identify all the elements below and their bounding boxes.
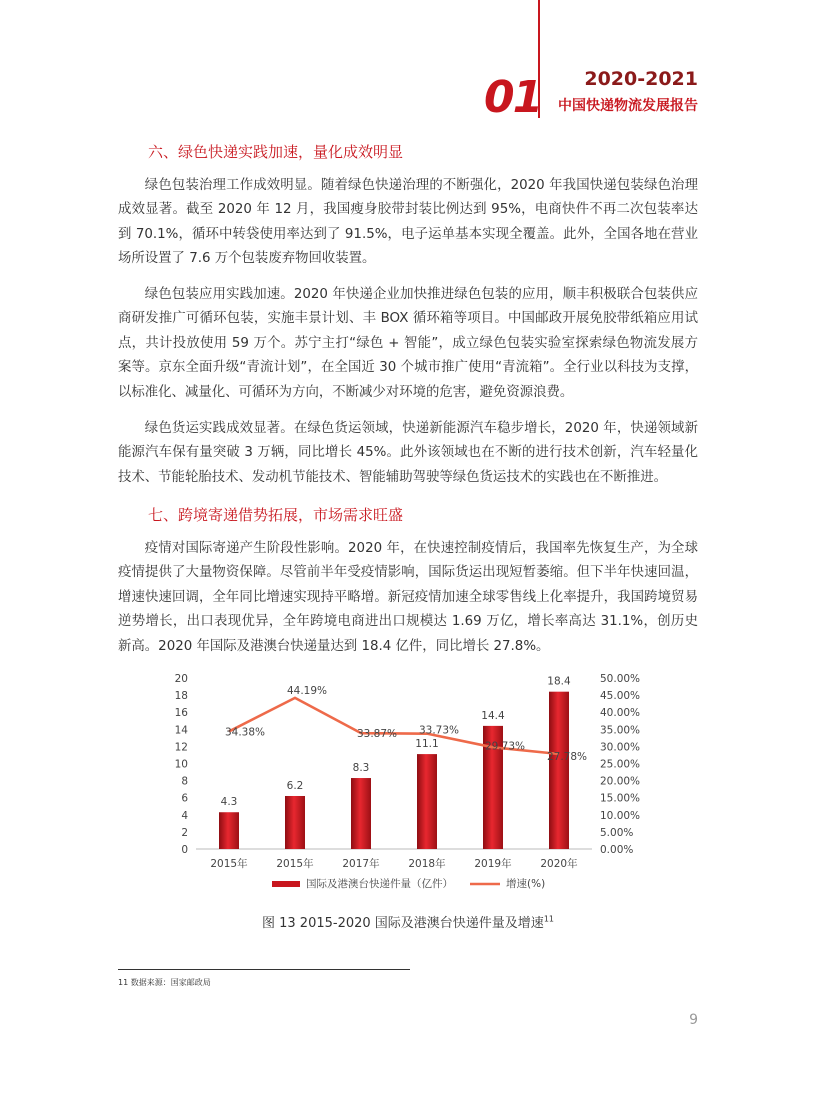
bar-value-label: 18.4 <box>547 675 571 688</box>
y-left-tick-label: 16 <box>174 707 188 720</box>
paragraph: 疫情对国际寄递产生阶段性影响。2020 年，在快速控制疫情后，我国率先恢复生产，为全球疫情提供了大量物资保障。尽管前半年受疫情影响，国际货运出现短暂萎缩。但下半年快速回温，增速快速回调，全年同比增速实现持平略增。新冠疫情加速全球零售线上化率提升，我国跨境贸易逆势增长，出口表现优异，全年跨境电商进出口规模达 1.69 万亿，增长率高达 31.1%，创历史新高。2020 年国际及港澳台快递量达到 18.4 亿件，同比增长 27.8%。 <box>118 541 698 654</box>
y-left-tick-label: 10 <box>174 758 188 771</box>
y-left-tick-label: 6 <box>181 792 188 805</box>
bar <box>219 812 239 849</box>
y-left-tick-label: 14 <box>174 724 188 737</box>
y-left-tick-label: 8 <box>181 775 188 788</box>
report-title: 中国快递物流发展报告 <box>558 98 698 114</box>
x-tick-label: 2015年 <box>210 858 248 870</box>
y-right-tick-label: 20.00% <box>600 775 641 788</box>
y-left-tick-label: 18 <box>174 690 188 703</box>
bar-value-label: 14.4 <box>481 709 505 722</box>
legend-bar-label: 国际及港澳台快递件量（亿件） <box>306 878 453 890</box>
figure-caption-text: 图 13 2015-2020 国际及港澳台快递件量及增速 <box>262 916 544 931</box>
y-right-tick-label: 10.00% <box>600 809 641 822</box>
footnote-divider <box>118 969 410 970</box>
y-left-tick-label: 20 <box>174 673 188 685</box>
line-value-label: 44.19% <box>286 684 328 697</box>
y-right-tick-label: 15.00% <box>600 792 641 805</box>
y-right-tick-label: 5.00% <box>600 826 634 839</box>
x-tick-label: 2019年 <box>474 858 512 870</box>
figure-caption <box>0 912 816 931</box>
bar <box>285 796 305 849</box>
x-tick-label: 2017年 <box>342 858 380 870</box>
y-left-tick-label: 2 <box>181 826 188 839</box>
y-left-tick-label: 0 <box>181 844 188 856</box>
paragraph: 绿色货运实践成效显著。在绿色货运领域，快递新能源汽车稳步增长，2020 年，快递领域新能源汽车保有量突破 3 万辆，同比增长 45%。此外该领域也在不断的进行技术创新，汽车轻量化技术、节能轮胎技术、发动机节能技术、智能辅助驾驶等绿色货运技术的实践也在不断推进。 <box>118 421 698 485</box>
x-tick-label: 2015年 <box>276 858 314 870</box>
bar-value-label: 8.3 <box>352 762 370 775</box>
section-heading-green-delivery: 六、绿色快递实践加速，量化成效明显 <box>148 143 404 161</box>
chapter-number: 01 <box>484 72 542 123</box>
bar-value-label: 4.3 <box>220 796 238 809</box>
bar-value-label: 6.2 <box>286 779 304 792</box>
y-right-tick-label: 30.00% <box>600 741 641 754</box>
bar <box>549 692 569 849</box>
y-left-tick-label: 12 <box>174 741 188 754</box>
y-right-tick-label: 50.00% <box>600 673 641 685</box>
paragraph: 绿色包装治理工作成效明显。随着绿色快递治理的不断强化，2020 年我国快递包装绿色治理成效显著。截至 2020 年 12 月，我国瘦身胶带封装比例达到 95%，电商快件不再二次包装率达到 70.1%，循环中转袋使用率达到了 91.5%，电子运单基本实现全覆盖。此外，全国各地在营业场所设置了 7.6 万个包装废弃物回收装置。 <box>118 178 698 267</box>
x-tick-label: 2018年 <box>408 858 446 870</box>
legend-bar-swatch <box>272 881 300 887</box>
y-left-tick-label: 4 <box>181 809 188 822</box>
y-right-tick-label: 35.00% <box>600 724 641 737</box>
paragraph: 绿色包装应用实践加速。2020 年快递企业加快推进绿色包装的应用，顺丰积极联合包装供应商研发推广可循环包装，实施丰景计划、丰 BOX 循环箱等项目。中国邮政开展免胶带纸箱应用试点，共计投放使用 59 万个。苏宁主打“绿色 + 智能”，成立绿色包装实验室探索绿色物流发展方案等。京东全面升级“青流计划”，在全国近 30 个城市推广使用“青流箱”。全行业以科技为支撑，以标准化、减量化、可循环为方向，不断减少对环境的危害，避免资源浪费。 <box>118 287 698 400</box>
line-value-label: 27.78% <box>546 750 588 763</box>
bar <box>417 754 437 849</box>
bar <box>351 778 371 849</box>
page-number: 9 <box>689 1012 698 1028</box>
section-heading-cross-border: 七、跨境寄递借势拓展，市场需求旺盛 <box>148 506 404 524</box>
y-right-tick-label: 25.00% <box>600 758 641 771</box>
line-value-label: 29.73% <box>484 740 526 753</box>
line-value-label: 33.73% <box>418 724 460 737</box>
x-tick-label: 2020年 <box>540 858 578 870</box>
legend-line-label: 增速(%) <box>506 878 546 890</box>
footnote: 11 数据来源：国家邮政局 <box>118 978 211 987</box>
line-value-label: 33.87% <box>356 728 398 741</box>
y-right-tick-label: 0.00% <box>600 844 634 856</box>
report-year: 2020-2021 <box>584 68 698 90</box>
bar-value-label: 11.1 <box>415 738 439 751</box>
line-value-label: 34.38% <box>224 726 266 739</box>
y-right-tick-label: 45.00% <box>600 690 641 703</box>
footnote-ref: 11 <box>543 914 554 924</box>
bar-line-chart <box>140 668 700 906</box>
y-right-tick-label: 40.00% <box>600 707 641 720</box>
